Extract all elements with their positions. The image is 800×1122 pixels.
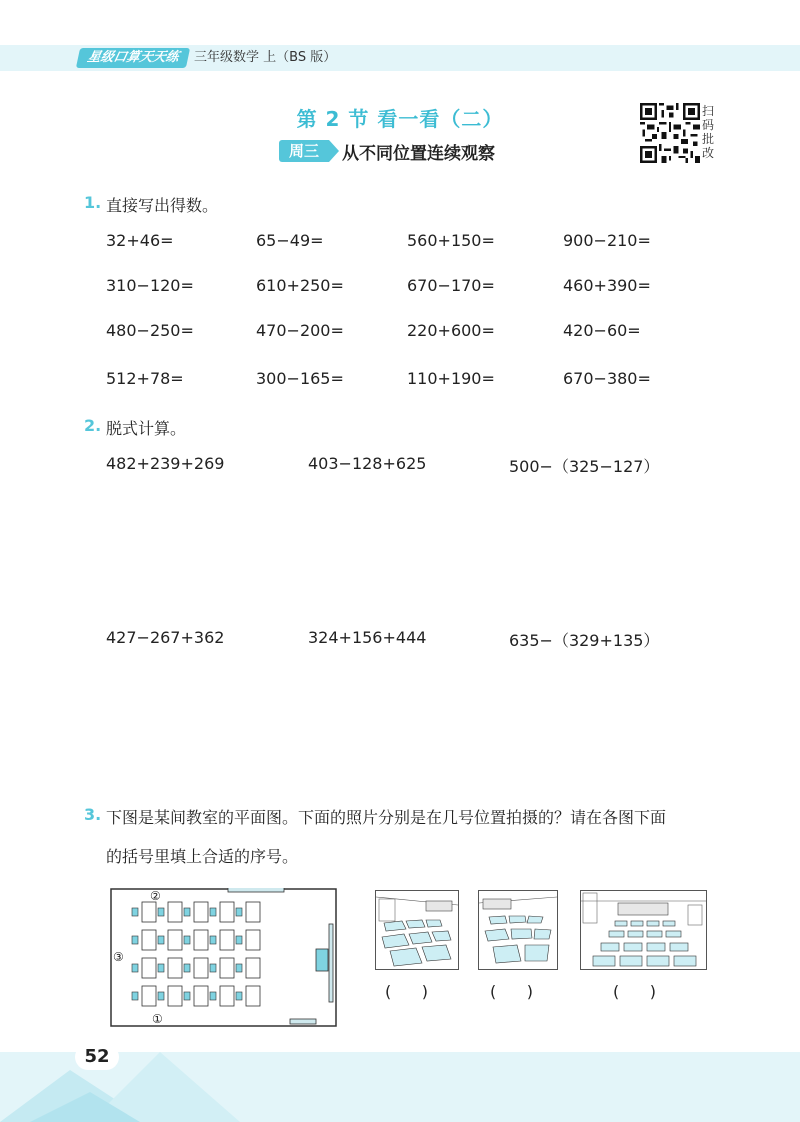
q1-equation: 420−60= [563, 321, 641, 340]
answer-blank-photo-3[interactable]: ( ) [613, 982, 656, 1001]
q1-equation: 512+78= [106, 369, 184, 388]
q1-number: 1. [84, 193, 102, 212]
position-1-label: ① [152, 1012, 163, 1026]
q3-prompt-line2: 的括号里填上合适的序号。 [106, 847, 299, 866]
q1-equation: 470−200= [256, 321, 344, 340]
q2-expression: 500−（325−127） [509, 457, 660, 476]
q3-number: 3. [84, 805, 102, 824]
qr-label-char: 改 [702, 146, 715, 160]
q1-equation: 670−170= [407, 276, 495, 295]
qr-label-char: 码 [702, 118, 715, 132]
answer-blank-photo-1[interactable]: ( ) [385, 982, 428, 1001]
q1-equation: 670−380= [563, 369, 651, 388]
q2-prompt: 脱式计算。 [106, 419, 187, 438]
q2-expression: 635−（329+135） [509, 631, 660, 650]
q1-equation: 65−49= [256, 231, 324, 250]
q1-equation: 900−210= [563, 231, 651, 250]
classroom-floor-plan [110, 888, 338, 1028]
qr-code-icon[interactable] [640, 103, 700, 163]
q2-expression: 324+156+444 [308, 628, 427, 647]
footer-decoration [0, 1052, 800, 1122]
q1-equation: 460+390= [563, 276, 651, 295]
section-title: 第 2 节 看一看（二） [296, 107, 504, 131]
position-2-label: ② [150, 889, 161, 903]
qr-label-char: 批 [702, 132, 715, 146]
q2-number: 2. [84, 416, 102, 435]
answer-blank-photo-2[interactable]: ( ) [490, 982, 533, 1001]
day-badge: 周三 [279, 140, 329, 162]
badge-arrow [329, 140, 339, 162]
classroom-photo-2 [478, 890, 558, 970]
q1-equation: 560+150= [407, 231, 495, 250]
series-tag: 星级口算天天练 [76, 48, 190, 68]
floor-plan-drawing [110, 888, 338, 1028]
page-number: 52 [75, 1044, 119, 1070]
q1-equation: 480−250= [106, 321, 194, 340]
q2-expression: 403−128+625 [308, 454, 427, 473]
q1-equation: 220+600= [407, 321, 495, 340]
qr-scan-label [702, 104, 718, 160]
q1-prompt: 直接写出得数。 [106, 196, 219, 215]
q1-equation: 610+250= [256, 276, 344, 295]
q1-equation: 32+46= [106, 231, 174, 250]
q1-equation: 110+190= [407, 369, 495, 388]
position-3-label: ③ [113, 950, 124, 964]
qr-label-char: 扫 [702, 104, 715, 118]
q1-equation: 310−120= [106, 276, 194, 295]
q2-expression: 482+239+269 [106, 454, 225, 473]
q3-prompt-line1: 下图是某间教室的平面图。下面的照片分别是在几号位置拍摄的？请在各图下面 [106, 808, 667, 827]
q2-expression: 427−267+362 [106, 628, 225, 647]
q1-equation: 300−165= [256, 369, 344, 388]
classroom-photo-3 [580, 890, 707, 970]
classroom-photo-1 [375, 890, 459, 970]
subject-label: 三年级数学 上（BS 版） [194, 50, 337, 65]
lesson-title: 从不同位置连续观察 [342, 144, 495, 164]
